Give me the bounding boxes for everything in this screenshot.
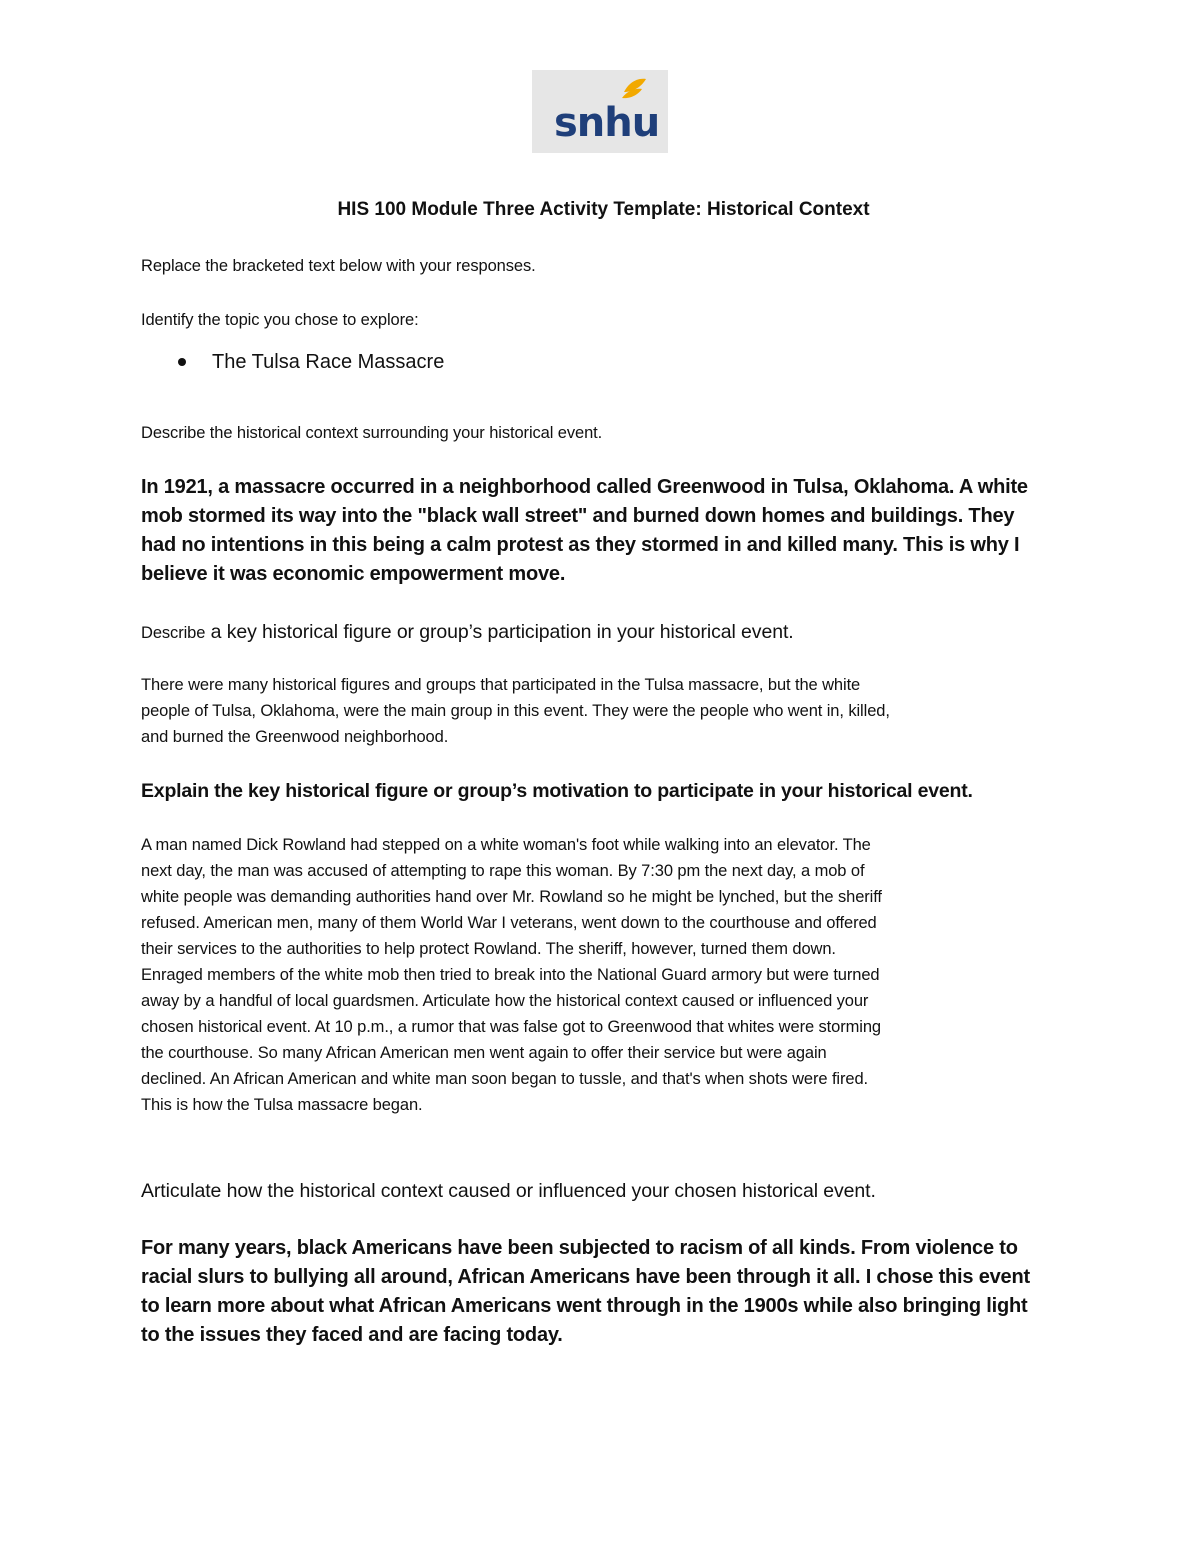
motivation-answer-line: chosen historical event. At 10 p.m., a rumor that was false got to Greenwood that whites were storming: [141, 1018, 882, 1036]
topic-bullet: [141, 348, 444, 376]
articulate-answer-line: racial slurs to bullying all around, African Americans have been through it all. I chose this event: [141, 1266, 1030, 1288]
figure-answer-line: There were many historical figures and groups that participated in the Tulsa massacre, but the white: [141, 676, 861, 694]
context-answer-line: had no intentions in this being a calm protest as they stormed in and killed many. This is why I: [141, 534, 1020, 556]
motivation-answer-line: white people was demanding authorities hand over Mr. Rowland so he might be lynched, but the sheriff: [141, 888, 882, 906]
topic-prompt: Identify the topic you chose to explore:: [141, 311, 419, 329]
articulate-answer-line: to learn more about what African Americans went through in the 1900s while also bringing light: [141, 1295, 1028, 1317]
articulate-answer: [141, 1234, 1066, 1350]
bullet-icon: [178, 358, 186, 366]
articulate-prompt: Articulate how the historical context caused or influenced your chosen historical event.: [141, 1180, 876, 1202]
context-answer-line: mob stormed its way into the "black wall street" and burned down homes and buildings. They: [141, 505, 1015, 527]
context-answer-line: In 1921, a massacre occurred in a neighborhood called Greenwood in Tulsa, Oklahoma. A white: [141, 476, 1028, 498]
articulate-answer-line: For many years, black Americans have been subjected to racism of all kinds. From violence to: [141, 1237, 1018, 1259]
figure-answer-line: people of Tulsa, Oklahoma, were the main group in this event. They were the people who went in, killed,: [141, 702, 890, 720]
motivation-answer-line: refused. American men, many of them World War I veterans, went down to the courthouse and offered: [141, 914, 877, 932]
document-title: HIS 100 Module Three Activity Template: Historical Context: [337, 199, 870, 220]
motivation-answer-line: declined. An African American and white man soon began to tussle, and that's when shots were fired.: [141, 1070, 869, 1088]
figure-prompt-rest: a key historical figure or group’s participation in your historical event.: [205, 621, 794, 643]
context-answer-line: believe it was economic empowerment move.: [141, 563, 566, 585]
figure-prompt-lead: Describe: [141, 624, 206, 642]
svg-text:snhu: snhu: [554, 100, 660, 146]
motivation-prompt: Explain the key historical figure or group’s motivation to participate in your historical event.: [141, 780, 973, 802]
context-prompt: Describe the historical context surrounding your historical event.: [141, 424, 603, 442]
figure-answer-line: and burned the Greenwood neighborhood.: [141, 728, 449, 746]
motivation-answer-line: Enraged members of the white mob then tried to break into the National Guard armory but were turned: [141, 966, 880, 984]
figure-answer: [141, 672, 1066, 750]
motivation-answer-line: A man named Dick Rowland had stepped on a white woman's foot while walking into an elevator. The: [141, 836, 871, 854]
instruction-text: Replace the bracketed text below with your responses.: [141, 257, 536, 275]
motivation-answer-line: away by a handful of local guardsmen. Articulate how the historical context caused or influenced your: [141, 992, 869, 1010]
articulate-answer-line: to the issues they faced and are facing today.: [141, 1324, 563, 1346]
motivation-answer-line: next day, the man was accused of attempting to rape this woman. By 7:30 pm the next day, a mob of: [141, 862, 865, 880]
motivation-answer-line: This is how the Tulsa massacre began.: [141, 1096, 423, 1114]
motivation-answer-line: the courthouse. So many African American men went again to offer their service but were again: [141, 1044, 827, 1062]
motivation-answer: [141, 832, 1066, 1118]
motivation-answer-line: their services to the authorities to help protect Rowland. The sheriff, however, turned them down.: [141, 940, 836, 958]
snhu-logo: [532, 70, 668, 153]
context-answer: [141, 473, 1066, 589]
topic-bullet-text: The Tulsa Race Massacre: [212, 351, 445, 373]
figure-prompt: [141, 618, 1066, 647]
